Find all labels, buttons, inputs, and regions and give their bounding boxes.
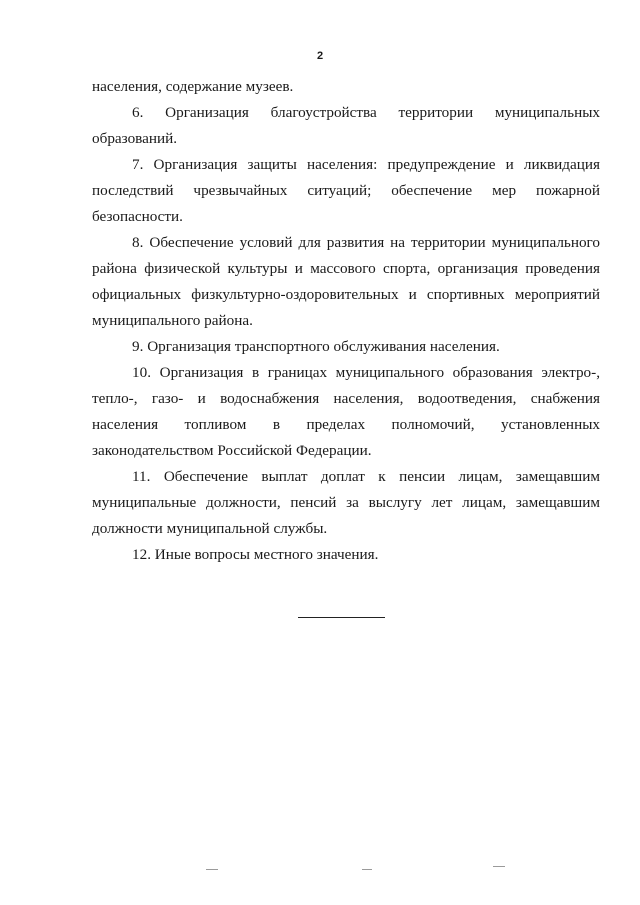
page-number: 2 (316, 50, 324, 62)
document-body (92, 74, 600, 568)
list-item-12: 12. Иные вопросы местного значения. (132, 546, 379, 563)
list-item-6: 6. Организация благоустройства территории муниципальных образований. (92, 104, 600, 147)
list-item-9: 9. Организация транспортного обслуживания населения. (132, 338, 500, 355)
list-item-11: 11. Обеспечение выплат доплат к пенсии лицам, замещавшим муниципальные должности, пенсий за выслугу лет лицам, замещавшим должности муниципальной службы. (92, 468, 600, 537)
list-item-10: 10. Организация в границах муниципального образования электро-, тепло-, газо- и водоснабжения населения, водоотведения, снабжения населения топливом в пределах полномочий, установленных законодательством Российской Федерации. (92, 364, 600, 459)
end-divider-line (298, 617, 385, 618)
list-item-7: 7. Организация защиты населения: предупреждение и ликвидация последствий чрезвычайных ситуаций; обеспечение мер пожарной безопасности. (92, 156, 600, 225)
scan-speck (362, 869, 372, 870)
list-item-8: 8. Обеспечение условий для развития на территории муниципального района физической культуры и массового спорта, организация проведения официальных физкультурно-оздоровительных и спортивных мероприятий муниципального района. (92, 234, 600, 329)
scan-speck (206, 869, 218, 870)
paragraph-continuation: населения, содержание музеев. (92, 78, 294, 95)
scan-speck (493, 866, 505, 867)
